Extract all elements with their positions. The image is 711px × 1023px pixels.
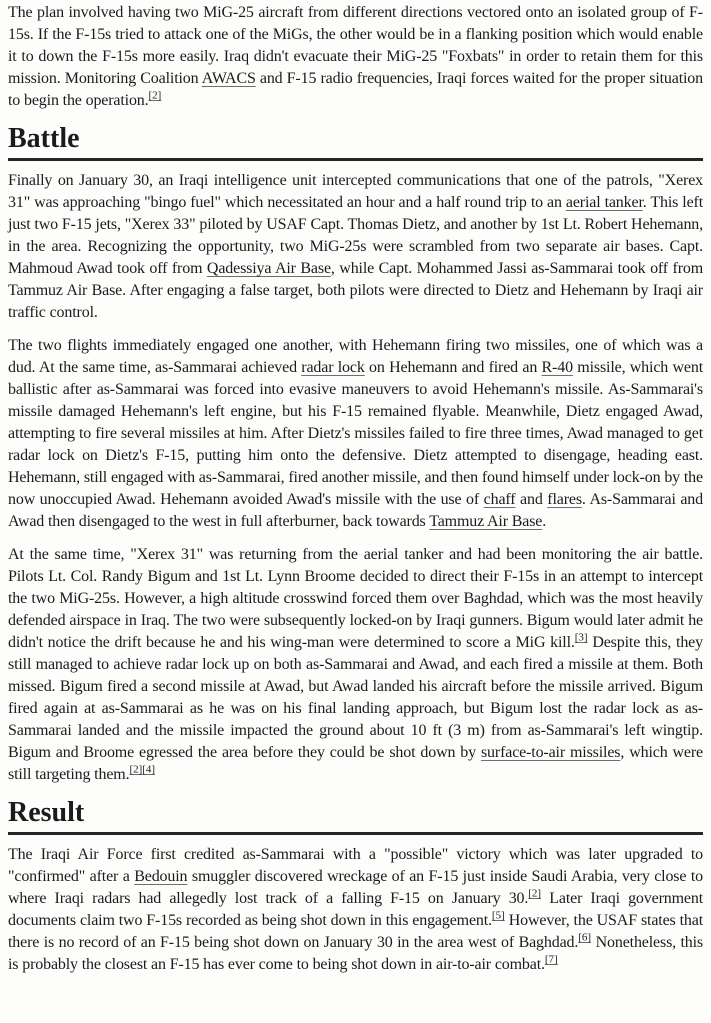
reference-link-4[interactable]: [4]	[142, 763, 156, 776]
wiki-link-chaff[interactable]: chaff	[483, 491, 516, 508]
section-heading-result: Result	[8, 797, 703, 835]
wiki-link-aerial-tanker[interactable]: aerial tanker	[565, 194, 643, 211]
reference-link-6[interactable]: [6]	[578, 931, 592, 944]
wiki-link-surface-to-air-missiles[interactable]: surface-to-air missiles	[480, 744, 621, 761]
wiki-link-qadessiya-air-base[interactable]: Qadessiya Air Base	[206, 260, 331, 277]
wiki-link-awacs[interactable]: AWACS	[201, 70, 256, 87]
reference-link-3[interactable]: [3]	[574, 631, 588, 644]
reference-link-2[interactable]: [2]	[129, 763, 143, 776]
wiki-link-tammuz-air-base[interactable]: Tammuz Air Base	[429, 513, 543, 530]
reference-link-5[interactable]: [5]	[491, 909, 505, 922]
wiki-link-bedouin[interactable]: Bedouin	[134, 868, 188, 885]
wiki-link-radar-lock[interactable]: radar lock	[301, 359, 365, 376]
paragraph: The Iraqi Air Force first credited as-Sammarai with a "possible" victory which was later upgraded to "confirmed" after a Bedouin smuggler discovered wreckage of an F-15 just inside Saudi Arabia, very close to where Iraqi radars had allegedly lost track of a falling F-15 on January 30.[2] Later Iraqi government documents claim two F-15s recorded as being shot down in this engagement.[5] However, the USAF states that there is no record of an F-15 being shot down on January 30 in the area west of Baghdad.[6] Nonetheless, this is probably the closest an F-15 has ever come to being shot down in air-to-air combat.[7]	[8, 846, 704, 973]
wiki-link-r-40[interactable]: R-40	[541, 359, 573, 376]
paragraph: The plan involved having two MiG-25 aircraft from different directions vectored onto an isolated group of F-15s. If the F-15s tried to attack one of the MiGs, the other would be in a flanking position which would enable it to down the F-15s more easily. Iraq didn't evacuate their MiG-25 "Foxbats" in order to retain them for this mission. Monitoring Coalition AWACS and F-15 radio frequencies, Iraqi forces waited for the proper situation to begin the operation.[2]	[8, 4, 703, 109]
paragraph: Finally on January 30, an Iraqi intelligence unit intercepted communications that one of the patrols, "Xerex 31" was approaching "bingo fuel" which necessitated an hour and a half round trip to an aerial tanker. This left just two F-15 jets, "Xerex 33" piloted by USAF Capt. Thomas Dietz, and another by 1st Lt. Robert Hehemann, in the area. Recognizing the opportunity, two MiG-25s were scrambled from two separate air bases. Capt. Mahmoud Awad took off from Qadessiya Air Base, while Capt. Mohammed Jassi as-Sammarai took off from Tammuz Air Base. After engaging a false target, both pilots were directed to Dietz and Hehemann by Iraqi air traffic control.	[8, 172, 704, 321]
reference-link-2[interactable]: [2]	[528, 887, 542, 900]
paragraph: The two flights immediately engaged one another, with Hehemann firing two missiles, one of which was a dud. At the same time, as-Sammarai achieved radar lock on Hehemann and fired an R-40 missile, which went ballistic after as-Sammarai was forced into evasive maneuvers to avoid Hehemann's missile. As-Sammarai's missile damaged Hehemann's left engine, but his F-15 remained flyable. Meanwhile, Dietz engaged Awad, attempting to fire several missiles at him. After Dietz's missiles failed to fire three times, Awad managed to get radar lock on Dietz's F-15, putting him onto the defensive. Dietz attempted to disengage, heading east. Hehemann, still engaged with as-Sammarai, fired another missile, and then found himself under lock-on by the now unoccupied Awad. Hehemann avoided Awad's missile with the use of chaff and flares. As-Sammarai and Awad then disengaged to the west in full afterburner, back towards Tammuz Air Base.	[8, 337, 703, 530]
reference-link-7[interactable]: [7]	[544, 953, 558, 966]
paragraph: At the same time, "Xerex 31" was returning from the aerial tanker and had been monitoring the air battle. Pilots Lt. Col. Randy Bigum and 1st Lt. Lynn Broome decided to direct their F-15s in an attempt to intercept the two MiG-25s. However, a high altitude crosswind forced them over Baghdad, which was the most heavily defended airspace in Iraq. The two were subsequently locked-on by Iraqi gunners. Bigum would later admit he didn't notice the drift because he and his wing-man were determined to score a MiG kill.[3] Despite this, they still managed to achieve radar lock up on both as-Sammarai and Awad, and each fired a missile at them. Both missed. Bigum fired a second missile at Awad, but Awad landed his aircraft before the missile arrived. Bigum fired again at as-Sammarai as he was on his final landing approach, but Bigum lost the radar lock as as-Sammarai landed and the missile impacted the ground about 10 ft (3 m) from as-Sammarai's left wingtip. Bigum and Broome egressed the area before they could be shot down by surface-to-air missiles, which were still targeting them.[2][4]	[8, 546, 704, 783]
wiki-link-flares[interactable]: flares	[547, 491, 582, 508]
reference-link-2[interactable]: [2]	[148, 89, 162, 102]
section-heading-battle: Battle	[8, 123, 703, 161]
